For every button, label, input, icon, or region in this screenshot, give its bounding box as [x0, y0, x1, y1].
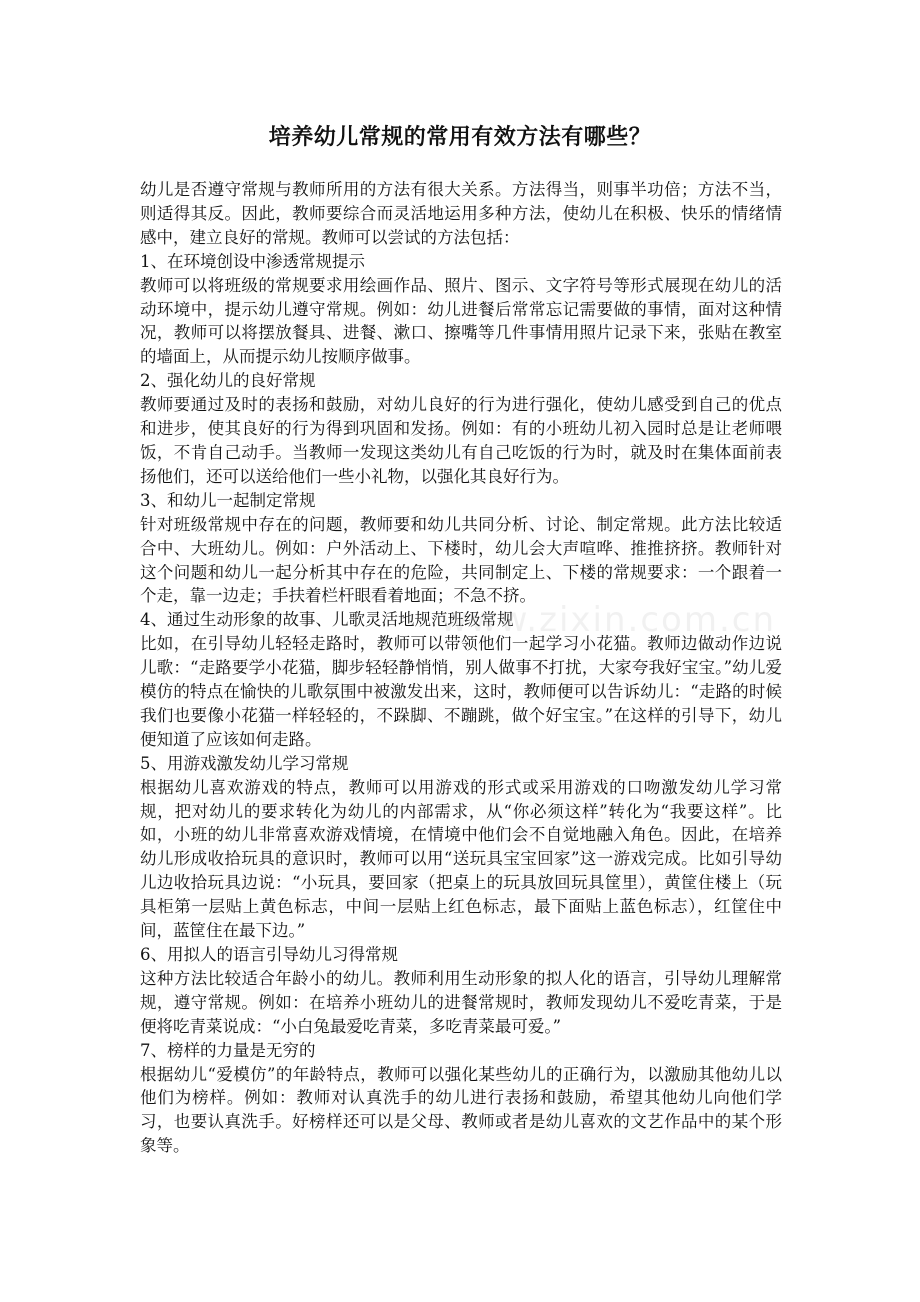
section-6-body: 这种方法比较适合年龄小的幼儿。教师利用生动形象的拟人化的语言，引导幼儿理解常规，遵守常规。例如：在培养小班幼儿的进餐常规时，教师发现幼儿不爱吃青菜，于是便将吃青菜说成：“小白兔最爱吃青菜，多吃青菜最可爱。”	[140, 968, 782, 1036]
section-3-body: 针对班级常规中存在的问题，教师要和幼儿共同分析、讨论、制定常规。此方法比较适合中、大班幼儿。例如：户外活动上、下楼时，幼儿会大声喧哗、推推挤挤。教师针对这个问题和幼儿一起分析其中存在的危险，共同制定上、下楼的常规要求：一个跟着一个走，靠一边走；手扶着栏杆眼看着地面；不急不挤。	[140, 514, 782, 606]
section-5-body: 根据幼儿喜欢游戏的特点，教师可以用游戏的形式或采用游戏的口吻激发幼儿学习常规，把对幼儿的要求转化为幼儿的内部需求，从“你必须这样”转化为“我要这样”。比如，小班的幼儿非常喜欢游戏情境，在情境中他们会不自觉地融入角色。因此，在培养幼儿形成收拾玩具的意识时，教师可以用“送玩具宝宝回家”这一游戏完成。比如引导幼儿边收拾玩具边说：“小玩具，要回家（把桌上的玩具放回玩具筐里），黄筐住楼上（玩具柜第一层贴上黄色标志，中间一层贴上红色标志，最下面贴上蓝色标志），红筐住中间，蓝筐住在最下边。”	[140, 777, 782, 941]
section-1-heading: 1、在环境创设中渗透常规提示	[140, 251, 365, 271]
section-4-heading: 4、通过生动形象的故事、儿歌灵活地规范班级常规	[140, 610, 514, 630]
section-2-heading: 2、强化幼儿的良好常规	[140, 371, 316, 391]
section-7-body: 根据幼儿“爱模仿”的年龄特点，教师可以强化某些幼儿的正确行为，以激励其他幼儿以他们为榜样。例如：教师对认真洗手的幼儿进行表扬和鼓励，希望其他幼儿向他们学习，也要认真洗手。好榜样还可以是父母、教师或者是幼儿喜欢的文艺作品中的某个形象等。	[140, 1064, 782, 1156]
section-1-body: 教师可以将班级的常规要求用绘画作品、照片、图示、文字符号等形式展现在幼儿的活动环境中，提示幼儿遵守常规。例如：幼儿进餐后常常忘记需要做的事情，面对这种情况，教师可以将摆放餐具、进餐、漱口、擦嘴等几件事情用照片记录下来，张贴在教室的墙面上，从而提示幼儿按顺序做事。	[140, 275, 782, 367]
section-2-body: 教师要通过及时的表扬和鼓励，对幼儿良好的行为进行强化，使幼儿感受到自己的优点和进步，使其良好的行为得到巩固和发扬。例如：有的小班幼儿初入园时总是让老师喂饭，不肯自己动手。当教师一发现这类幼儿有自己吃饭的行为时，就及时在集体面前表扬他们，还可以送给他们一些小礼物，以强化其良好行为。	[140, 395, 782, 486]
section-5-heading: 5、用游戏激发幼儿学习常规	[140, 753, 349, 773]
intro-paragraph: 幼儿是否遵守常规与教师所用的方法有很大关系。方法得当，则事半功倍；方法不当，则适得其反。因此，教师要综合而灵活地运用多种方法，使幼儿在积极、快乐的情绪情感中，建立良好的常规。教师可以尝试的方法包括：	[140, 180, 782, 247]
section-6-heading: 6、用拟人的语言引导幼儿习得常规	[140, 945, 398, 964]
watermark: www.zixin.com.cn	[440, 600, 776, 640]
document-body	[140, 178, 782, 1158]
section-4-body: 比如，在引导幼儿轻轻走路时，教师可以带领他们一起学习小花猫。教师边做动作边说儿歌：“走路要学小花猫，脚步轻轻静悄悄，别人做事不打扰，大家夸我好宝宝。”幼儿爱模仿的特点在愉快的儿歌氛围中被激发出来，这时，教师便可以告诉幼儿：“走路的时候我们也要像小花猫一样轻轻的，不跺脚、不蹦跳，做个好宝宝。”在这样的引导下，幼儿便知道了应该如何走路。	[140, 634, 782, 749]
document-title: 培养幼儿常规的常用有效方法有哪些？	[268, 124, 652, 150]
section-7-heading: 7、榜样的力量是无穷的	[140, 1040, 316, 1060]
section-3-heading: 3、和幼儿一起制定常规	[140, 490, 316, 510]
